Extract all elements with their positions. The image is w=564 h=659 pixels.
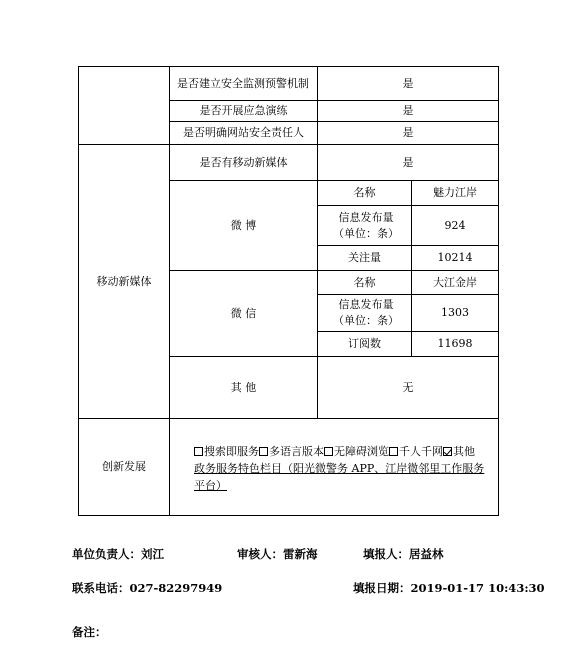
new-media-section-label: 移动新媒体: [96, 274, 152, 288]
weibo-posts-value: 924: [444, 218, 466, 232]
wechat-subscribers-label: 订阅数: [348, 337, 381, 350]
other-media-label: 其 他: [230, 380, 257, 394]
other-innovation-detail: 政务服务特色栏目（阳光微警务 APP、江岸微邻里工作服务平台）: [194, 462, 485, 492]
checked-checkbox-icon[interactable]: [443, 447, 452, 456]
wechat-posts-value: 1303: [441, 306, 469, 319]
checkbox-icon[interactable]: [324, 447, 333, 456]
weibo-followers-label: 关注量: [348, 251, 381, 264]
weibo-label: 微 博: [230, 218, 257, 232]
innovation-option[interactable]: [194, 445, 259, 458]
reviewer: 审核人：雷新海: [237, 547, 318, 561]
owner-value: 是: [402, 126, 414, 139]
innovation-section-label: 创新发展: [102, 460, 146, 473]
weibo-followers-value: 10214: [437, 251, 473, 264]
checkbox-icon[interactable]: [259, 447, 268, 456]
option-label: 其他: [453, 445, 475, 458]
monitor-label: 是否建立安全监测预警机制: [177, 76, 309, 90]
wechat-label: 微 信: [230, 306, 257, 320]
table-border-bottom: [78, 515, 499, 516]
wechat-subscribers-value: 11698: [437, 337, 473, 350]
option-label: 搜索即服务: [204, 445, 259, 458]
innovation-option[interactable]: [324, 445, 389, 458]
weibo-posts-label: 信息发布量（单位：条）: [333, 210, 399, 240]
filler: 填报人：居益林: [363, 547, 444, 561]
owner-label: 是否明确网站安全责任人: [183, 126, 304, 139]
weibo-name-label: 名称: [353, 186, 376, 199]
fill-date: 填报日期：2019-01-17 10:43:30: [353, 581, 545, 595]
other-media-value: 无: [402, 380, 414, 394]
weibo-name-value: 魅力江岸: [433, 186, 477, 199]
option-label: 无障碍浏览: [334, 445, 389, 458]
wechat-posts-label: 信息发布量（单位：条）: [333, 298, 399, 327]
checkbox-icon[interactable]: [389, 447, 398, 456]
wechat-name-label: 名称: [353, 275, 376, 289]
innovation-option[interactable]: [443, 445, 475, 458]
notes-label: 备注：: [72, 625, 107, 639]
contact-phone: 联系电话：027-82297949: [72, 581, 223, 595]
drill-label: 是否开展应急演练: [199, 104, 288, 117]
option-label: 多语言版本: [269, 445, 324, 458]
innovation-options: [194, 443, 494, 494]
checkbox-icon[interactable]: [194, 447, 203, 456]
has-new-media-value: 是: [402, 155, 414, 169]
wechat-name-value: 大江金岸: [433, 275, 477, 289]
has-new-media-label: 是否有移动新媒体: [199, 155, 288, 169]
innovation-option[interactable]: [259, 445, 324, 458]
table-border-right: [498, 66, 499, 516]
drill-value: 是: [402, 104, 414, 117]
innovation-option[interactable]: [389, 445, 443, 458]
unit-leader: 单位负责人：刘江: [72, 547, 164, 561]
option-label: 千人千网: [399, 445, 443, 458]
monitor-value: 是: [402, 76, 414, 90]
